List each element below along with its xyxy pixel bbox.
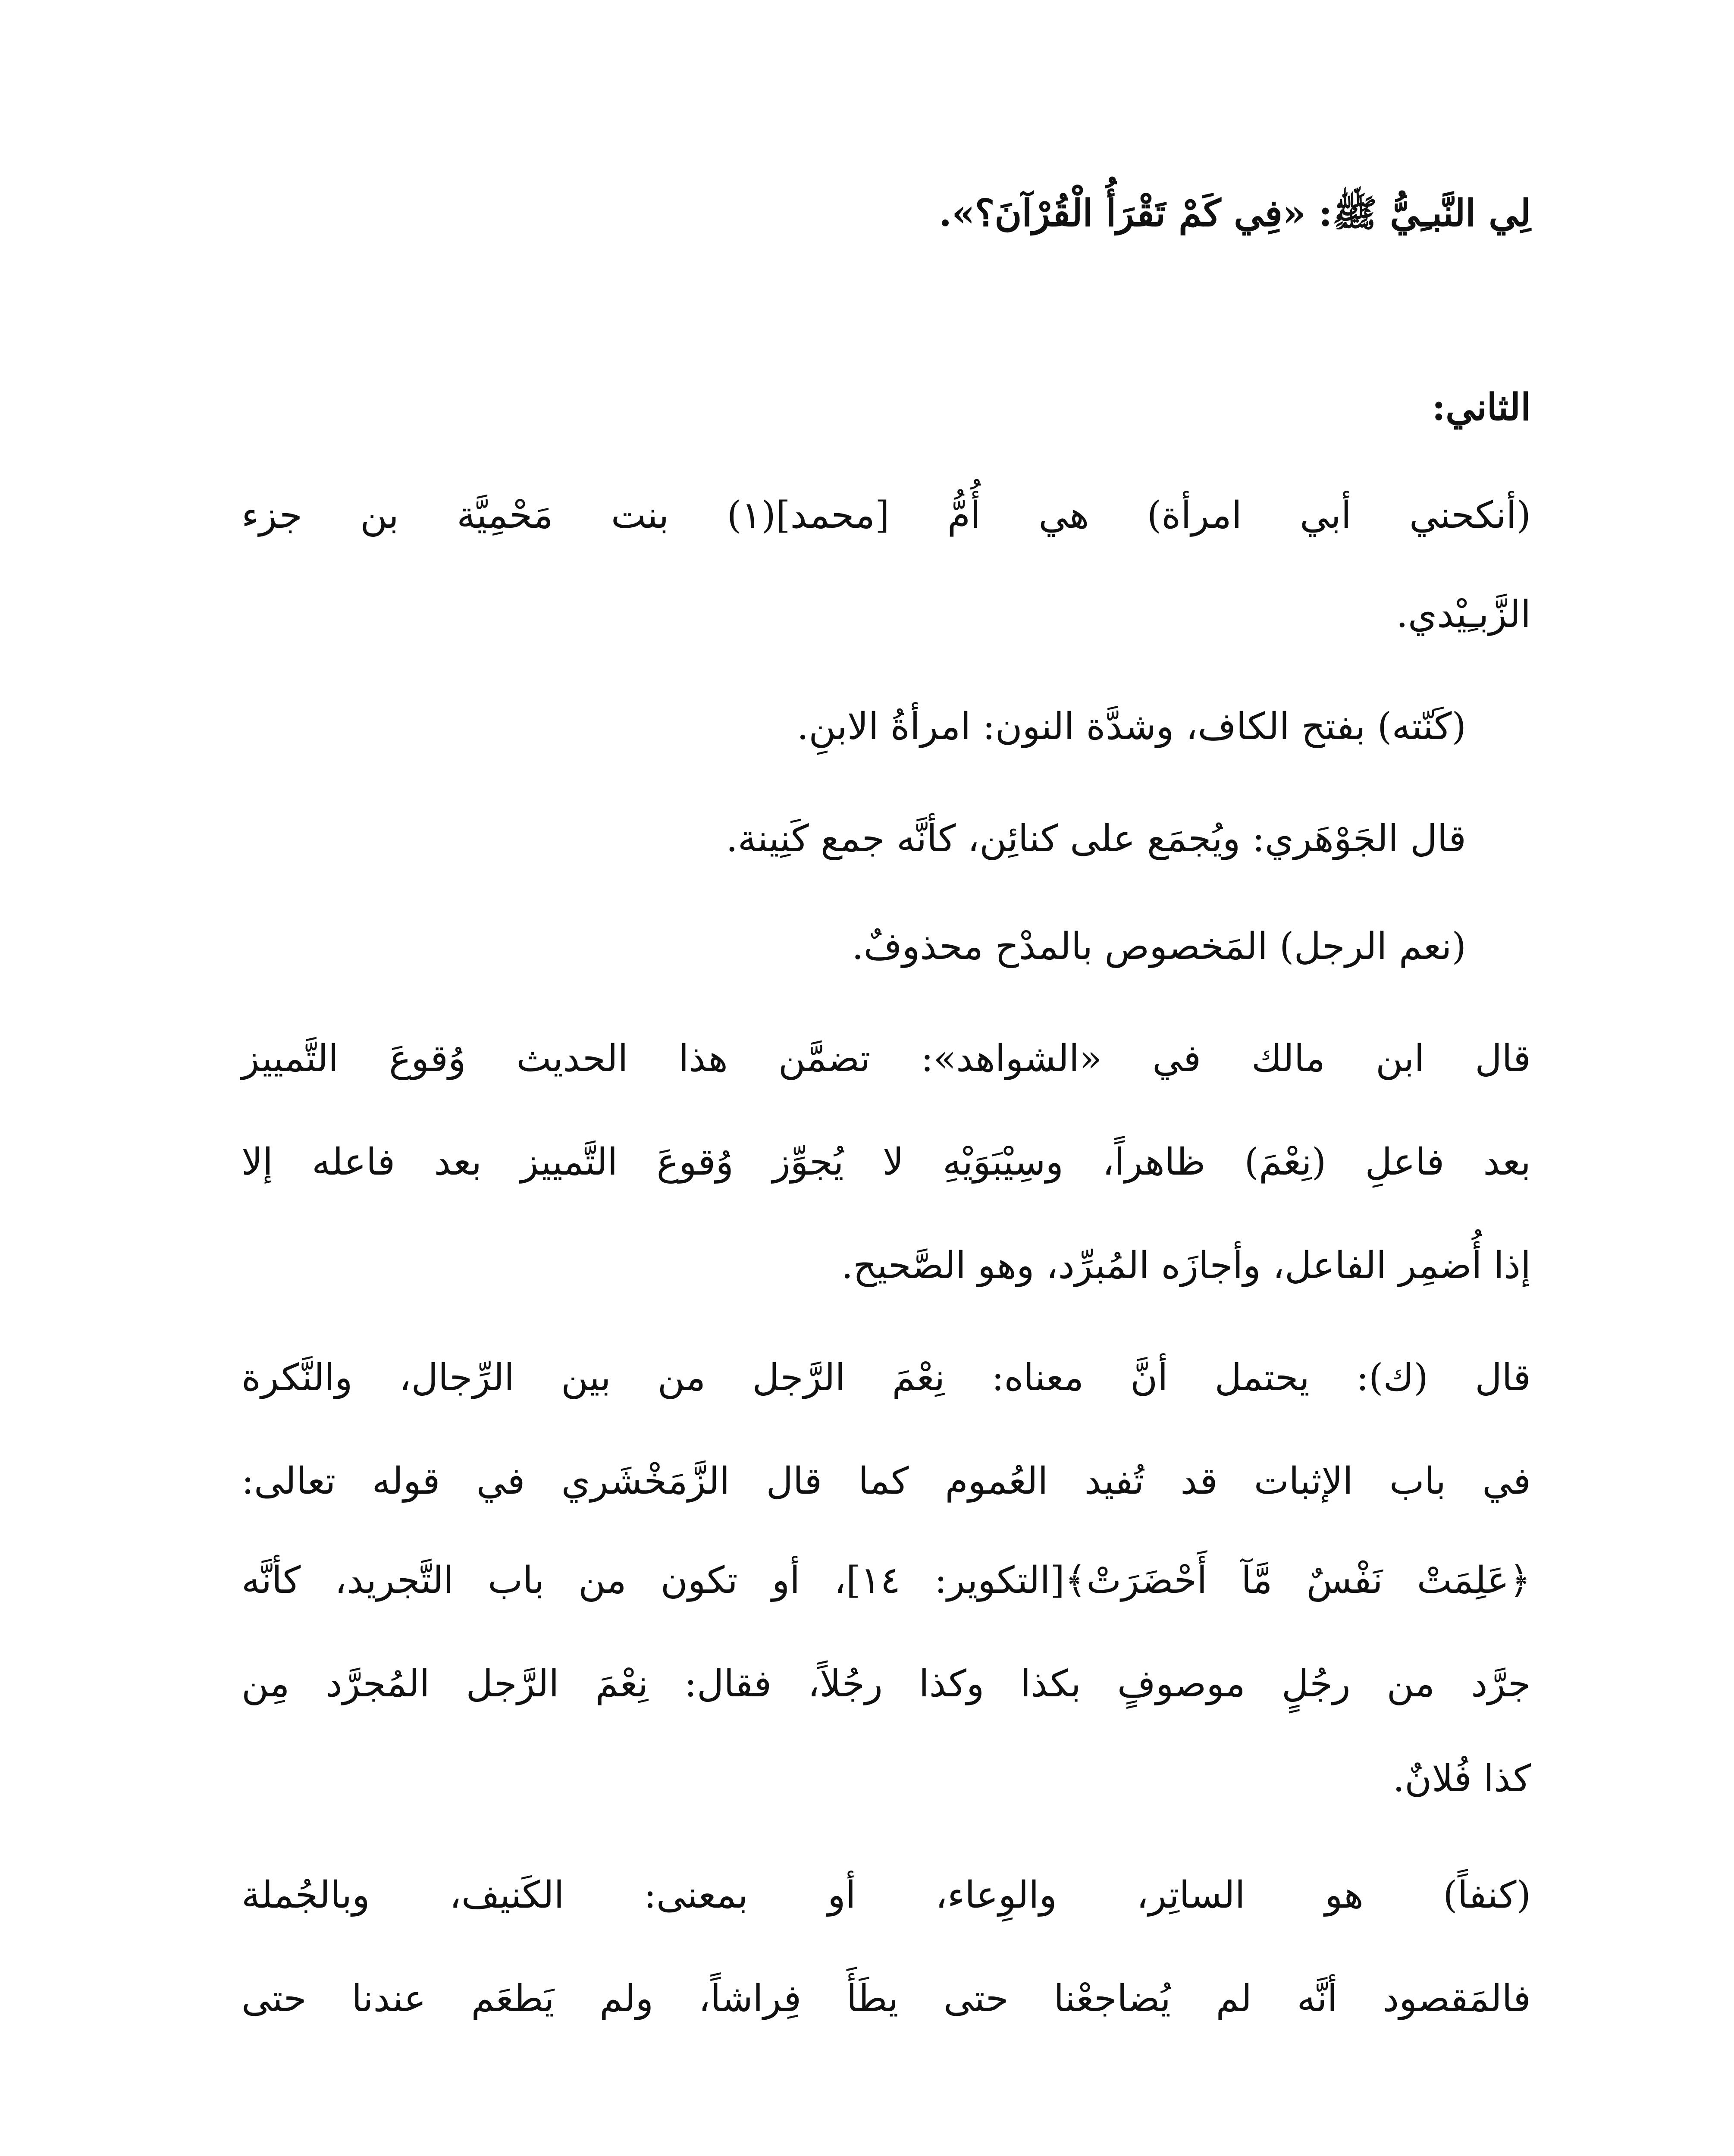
text-line-1: لِي النَّبـِيُّ ﷺ: «فِي كَمْ تَقْرَأُ الْقُرْآنَ؟».	[939, 191, 1531, 235]
section-heading-second: الثاني:	[1432, 385, 1531, 429]
book-page	[241, 185, 1531, 2156]
text-line-5: (كَنّته) بفتح الكاف، وشدَّة النون: امرأةُ الابنِ.	[796, 705, 1466, 748]
text-line-3: (أنكحني أبي امرأة) هي أُمُّ [محمد](١) بنت مَحْمِيَّة بن جزء	[241, 494, 1531, 537]
text-line-7: (نعم الرجل) المَخصوص بالمدْح محذوفٌ.	[852, 925, 1466, 968]
text-line-10: إذا أُضمِر الفاعل، وأجازَه المُبرِّد، وهو الصَّحيح.	[841, 1244, 1531, 1287]
text-line-15: كذا فُلانٌ.	[1392, 1757, 1531, 1800]
text-line-14: جرَّد من رجُلٍ موصوفٍ بكذا وكذا رجُلاً، فقال: نِعْمَ الرَّجل المُجرَّد مِن	[241, 1662, 1531, 1705]
text-line-17: فالمَقصود أنَّه لم يُضاجعْنا حتى يطَأَ فِراشاً، ولم يَطعَم عندنا حتى	[241, 1977, 1531, 2020]
text-line-4: الزَّبـِيْدي.	[1396, 593, 1531, 636]
text-line-16: (كنفاً) هو الساتِر، والوِعاء، أو بمعنى: الكَنيف، وبالجُملة	[241, 1874, 1531, 1917]
text-line-11: قال (ك): يحتمل أنَّ معناه: نِعْمَ الرَّجل من بين الرِّجال، والنَّكرة	[241, 1356, 1531, 1399]
text-line-8: قال ابن مالك في «الشواهد»: تضمَّن هذا الحديث وُقوعَ التَّمييز	[241, 1037, 1531, 1080]
text-line-9: بعد فاعلِ (نِعْمَ) ظاهراً، وسِيْبَوَيْهِ لا يُجوِّز وُقوعَ التَّمييز بعد فاعله إلا	[241, 1141, 1531, 1184]
text-line-13: ﴿عَلِمَتْ نَفْسٌ مَّآ أَحْضَرَتْ﴾[التكوير: ١٤]، أو تكون من باب التَّجريد، كأنَّه	[241, 1559, 1531, 1602]
text-line-12: في باب الإثبات قد تُفيد العُموم كما قال الزَّمَخْشَري في قوله تعالى:	[241, 1460, 1531, 1503]
text-line-6: قال الجَوْهَري: ويُجمَع على كنائِن، كأنَّه جمع كَنِينة.	[726, 817, 1466, 860]
